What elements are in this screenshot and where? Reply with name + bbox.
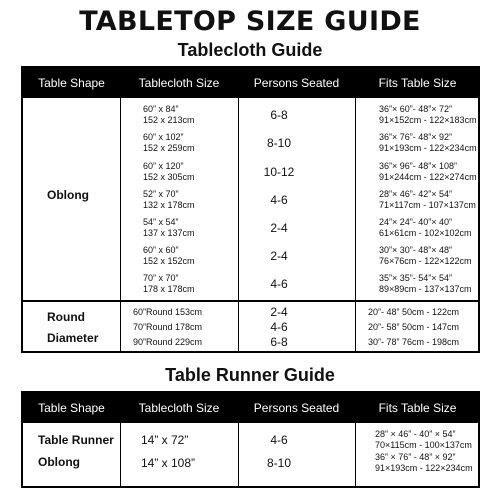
- header-persons-seated: Persons Seated: [253, 76, 340, 90]
- fits-size-inches: 35”× 35”- 54”× 54”: [379, 273, 453, 283]
- tablecloth-size-cm: 137 x 137cm: [143, 228, 195, 238]
- tablecloth-size-inches: 60” x 84”: [143, 104, 179, 114]
- tablecloth-size-cm: 152 x 305cm: [143, 172, 195, 182]
- persons-seated: 4-6: [270, 320, 288, 334]
- fits-size-inches: 28” × 46” - 40” × 54”: [375, 429, 456, 439]
- fits-size-cm: 61×61cm - 102×102cm: [379, 228, 472, 238]
- header-tablecloth-size: Tablecloth Size: [138, 76, 220, 90]
- persons-seated: 2-4: [270, 305, 288, 319]
- tablecloth-guide-heading: Tablecloth Guide: [177, 40, 323, 60]
- tablecloth-size-inches: 60” x 120”: [143, 161, 184, 171]
- fits-size-inches: 28”× 46”- 42”× 54”: [379, 189, 453, 199]
- column-divider: [355, 98, 356, 351]
- header-table-shape: Table Shape: [38, 401, 105, 415]
- tablecloth-size-cm: 178 x 178cm: [143, 284, 195, 294]
- fits-size: 30”- 78” 76cm - 198cm: [368, 337, 460, 347]
- header-fits-table-size: Fits Table Size: [378, 401, 457, 415]
- runner-size: 14” x 108”: [141, 456, 196, 470]
- persons-seated: 4-6: [270, 277, 288, 291]
- table-runner-guide-heading: Table Runner Guide: [165, 365, 335, 385]
- runner-table-header: [23, 393, 478, 423]
- round-size: 70”Round 178cm: [133, 322, 203, 332]
- tablecloth-size-inches: 70” x 70”: [143, 273, 179, 283]
- header-persons-seated: Persons Seated: [253, 401, 340, 415]
- tablecloth-size-inches: 60” x 60”: [143, 245, 179, 255]
- round-label: Round: [47, 310, 85, 324]
- column-divider: [355, 423, 356, 486]
- header-tablecloth-size: Tablecloth Size: [138, 401, 220, 415]
- table-runner-label: Table Runner: [38, 433, 114, 447]
- table-runner-table: [21, 391, 480, 488]
- persons-seated: 6-8: [270, 108, 288, 122]
- fits-size-inches: 36” × 76” - 48” × 92”: [375, 452, 456, 462]
- column-divider: [120, 423, 121, 486]
- fits-size-cm: 91×193cm - 122×234cm: [375, 463, 473, 473]
- persons-seated: 6-8: [270, 335, 288, 349]
- header-table-shape: Table Shape: [38, 76, 105, 90]
- tablecloth-table: [21, 66, 480, 353]
- fits-size-cm: 70×115cm - 100×137cm: [375, 440, 472, 450]
- persons-seated: 4-6: [270, 433, 288, 447]
- persons-seated: 8-10: [266, 136, 292, 150]
- runner-size: 14” x 72”: [141, 433, 189, 447]
- fits-size-inches: 36”× 60”- 48”× 72”: [379, 104, 453, 114]
- fits-size-cm: 91×193cm - 122×234cm: [379, 143, 477, 153]
- fits-size-inches: 36”× 76”- 48”× 92”: [379, 132, 453, 142]
- fits-size: 20”- 58” 50cm - 147cm: [368, 322, 460, 332]
- persons-seated: 4-6: [270, 193, 288, 207]
- fits-size-cm: 91×244cm - 122×274cm: [379, 172, 477, 182]
- page-title: TABLETOP SIZE GUIDE: [79, 6, 421, 37]
- tablecloth-size-cm: 132 x 178cm: [143, 200, 195, 210]
- persons-seated: 10-12: [263, 165, 295, 179]
- persons-seated: 2-4: [270, 249, 288, 263]
- fits-size-cm: 91×152cm - 122×183cm: [379, 115, 477, 125]
- fits-size-cm: 89×89cm - 137×137cm: [379, 284, 472, 294]
- tablecloth-size-inches: 54” x 54”: [143, 217, 179, 227]
- section-divider: [23, 300, 478, 302]
- round-size: 90”Round 229cm: [133, 337, 203, 347]
- tablecloth-size-cm: 152 x 152cm: [143, 256, 195, 266]
- oblong-label: Oblong: [47, 188, 89, 202]
- column-divider: [120, 98, 121, 351]
- diameter-label: Diameter: [47, 331, 99, 345]
- fits-size: 20”- 48” 50cm - 122cm: [368, 307, 460, 317]
- round-size: 60”Round 153cm: [133, 307, 203, 317]
- fits-size-inches: 24”× 24”- 40”× 40”: [379, 217, 453, 227]
- fits-size-inches: 30”× 30”- 48”× 48”: [379, 245, 453, 255]
- runner-oblong-label: Oblong: [38, 455, 80, 469]
- tablecloth-size-inches: 52” x 70”: [143, 189, 179, 199]
- fits-size-cm: 71×117cm - 107×137cm: [379, 200, 476, 210]
- tablecloth-size-cm: 152 x 213cm: [143, 115, 195, 125]
- persons-seated: 2-4: [270, 221, 288, 235]
- tablecloth-size-inches: 60” x 102”: [143, 132, 184, 142]
- fits-size-inches: 36”× 96”- 48”× 108”: [379, 161, 458, 171]
- tablecloth-size-cm: 152 x 259cm: [143, 143, 195, 153]
- fits-size-cm: 76×76cm - 122×122cm: [379, 256, 472, 266]
- persons-seated: 8-10: [266, 456, 292, 470]
- tablecloth-table-header: [23, 68, 478, 98]
- header-fits-table-size: Fits Table Size: [378, 76, 457, 90]
